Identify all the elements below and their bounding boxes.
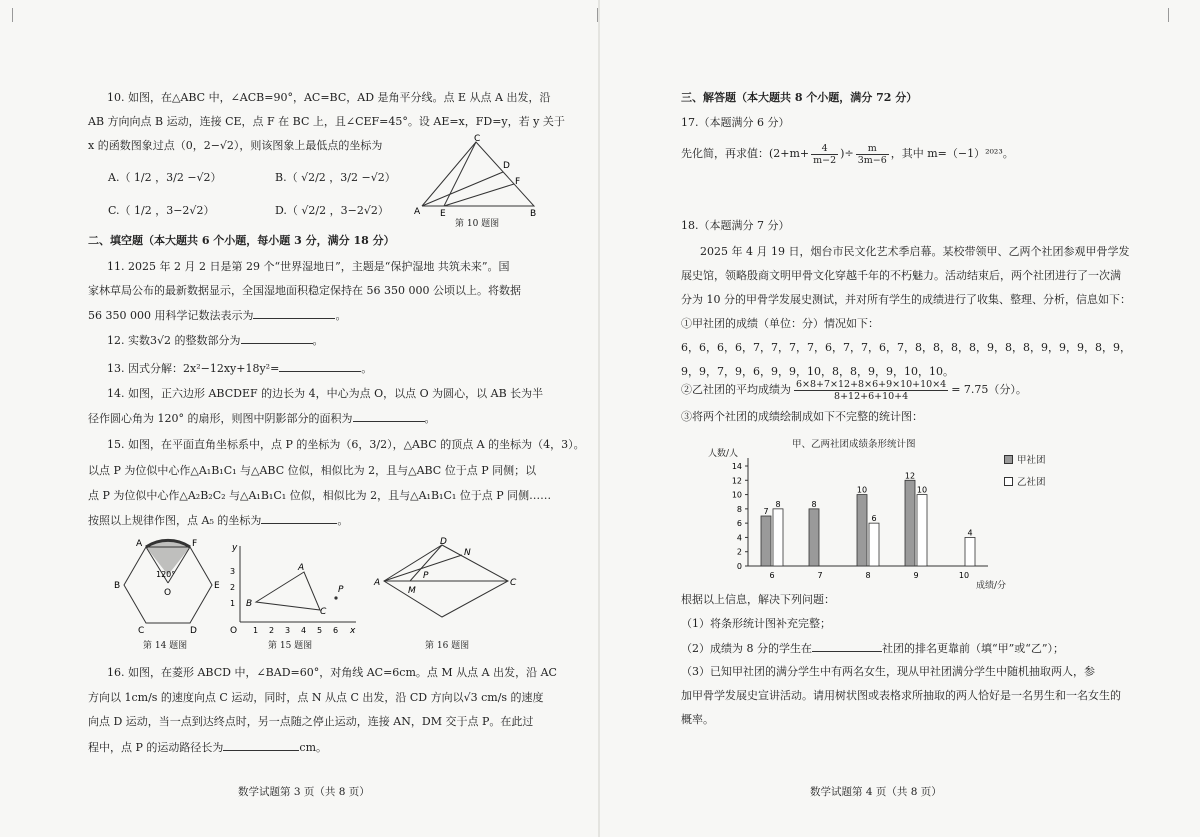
chart-bar-value-label: 4 — [967, 528, 973, 538]
legend-item-yi: 乙社团 — [1004, 474, 1046, 488]
q11-line-2: 家林草局公布的最新数据显示，全国湿地面积稳定保持在 56 350 000 公顷以上。将数据 — [88, 284, 521, 297]
chart-xlabel: 成绩/分 — [976, 581, 1007, 591]
q16-figure — [370, 535, 520, 631]
q13-line: 13. 因式分解：2x²−12xy+18y²= 。 — [107, 362, 373, 375]
q16-line-3: 向点 D 运动，当一点到达终点时，另一点随之停止运动，连接 AN，DM 交于点 P。在此过 — [88, 715, 534, 728]
q18-heading: 18.（本题满分 7 分） — [681, 219, 790, 232]
chart-plot — [700, 432, 1000, 590]
legend-swatch-yi — [1004, 477, 1013, 486]
q10-line-1: 10. 如图，在△ABC 中，∠ACB=90°，AC=BC，AD 是角平分线。点 E 从点 A 出发，沿 — [107, 91, 551, 104]
chart-bar-value-label: 8 — [775, 499, 781, 509]
q18-sub-2-answer-blank[interactable] — [812, 640, 882, 652]
q13-answer-blank[interactable] — [279, 360, 361, 372]
q14-figure-caption: 第 14 题图 — [143, 641, 188, 651]
chart-ylabel: 人数/人 — [708, 449, 739, 459]
q15-line-1: 15. 如图，在平面直角坐标系中，点 P 的坐标为（6，3/2），△ABC 的顶点 A 的坐标为（4，3）。 — [107, 438, 585, 451]
q18-sub-3-line-3: 概率。 — [681, 713, 714, 726]
q16-label-d: D — [440, 537, 447, 547]
q10-label-a: A — [414, 207, 421, 217]
q10-option-c: C.（ 1/2 ，3−2√2） — [108, 204, 215, 217]
chart-bar-yi — [965, 537, 975, 566]
chart-ytick-label: 2 — [736, 547, 742, 557]
q12-line: 12. 实数3√2 的整数部分为 。 — [107, 334, 324, 347]
q18-questions-intro: 根据以上信息，解决下列问题： — [681, 593, 835, 606]
q10-label-b: B — [530, 209, 537, 217]
q15-label-p: P — [338, 585, 344, 595]
q14-label-e: E — [214, 581, 220, 591]
q10-figure — [410, 132, 545, 217]
q15-ytick-1: 1 — [230, 599, 236, 608]
chart-bar-value-label: 8 — [811, 499, 817, 509]
q16-answer-blank[interactable] — [223, 739, 299, 751]
q15-xtick-3: 3 — [285, 626, 291, 635]
q16-label-a: A — [374, 578, 381, 588]
q14-label-c: C — [138, 626, 145, 635]
q15-origin: O — [230, 626, 238, 636]
page-4 — [600, 0, 1200, 837]
chart-bar-value-label: 10 — [856, 485, 868, 495]
q18-line-chart-intro: ③将两个社团的成绩绘制成如下不完整的统计图： — [681, 410, 923, 423]
q15-label-c: C — [320, 607, 327, 617]
chart-ytick-label: 14 — [731, 462, 742, 471]
q15-line-3: 点 P 为位似中心作△A₂B₂C₂ 与△A₁B₁C₁ 位似，相似比为 2，且与△A₁B₁C₁ 位于点 P 同侧…… — [88, 489, 552, 502]
q18-sub-3-line-1: （3）已知甲社团的满分学生中有两名女生，现从甲社团满分学生中随机抽取两人，参 — [681, 665, 1095, 678]
q18-average: ②乙社团的平均成绩为 $\frac{6\times 8+7\times 12+8\times 6+9\times 10+10\times 4}{8+12+6+10+4}$ = 7.75（分）。 — [681, 378, 1027, 402]
chart-ytick-label: 4 — [736, 533, 742, 543]
section-3-title: 三、解答题（本大题共 8 个小题，满分 72 分） — [681, 91, 918, 104]
q16-label-c: C — [510, 578, 517, 588]
q18-line-2: 展史馆，领略殷商文明甲骨文化穿越千年的不朽魅力。活动结束后，两个社团进行了一次满 — [681, 269, 1121, 282]
section-2-title: 二、填空题（本大题共 6 个小题，每小题 3 分，满分 18 分） — [88, 234, 395, 247]
chart-xtick-label: 8 — [865, 571, 871, 580]
q15-axis-y: y — [232, 543, 238, 553]
q14-label-f: F — [192, 539, 198, 549]
q18-line-4: ①甲社团的成绩（单位：分）情况如下： — [681, 317, 879, 330]
page-3-footer: 数学试题第 3 页（共 8 页） — [238, 786, 370, 798]
chart-ytick-label: 0 — [736, 562, 742, 571]
q17-heading: 17.（本题满分 6 分） — [681, 116, 790, 129]
q16-line-2: 方向以 1cm/s 的速度向点 C 运动，同时，点 N 从点 C 出发，沿 CD 方向以√3 cm/s 的速度 — [88, 691, 544, 704]
q15-line-2: 以点 P 为位似中心作△A₁B₁C₁ 与△ABC 位似，相似比为 2，且与△ABC 位于点 P 同侧；以 — [88, 464, 537, 477]
q15-xtick-6: 6 — [333, 626, 339, 635]
q10-label-e: E — [440, 209, 446, 217]
q15-answer-blank[interactable] — [261, 512, 337, 524]
q15-label-a: A — [298, 563, 305, 573]
legend-item-jia: 甲社团 — [1004, 452, 1046, 466]
q18-sub-1: （1）将条形统计图补充完整； — [681, 617, 831, 630]
q15-ytick-3: 3 — [230, 567, 236, 576]
q10-figure-caption: 第 10 题图 — [455, 219, 500, 229]
q18-line-3: 分为 10 分的甲骨学发展史测试，并对所有学生的成绩进行了收集、整理、分析，信息如下： — [681, 293, 1131, 306]
chart-bar-jia — [905, 480, 915, 566]
q10-line-2: AB 方向向点 B 运动，连接 CE，点 F 在 BC 上，且∠CEF=45°。设 AE=x，FD=y，若 y 关于 — [88, 115, 565, 128]
q18-sub-2: （2）成绩为 8 分的学生在 社团的排名更靠前（填“甲”或“乙”）； — [681, 642, 1064, 655]
q15-axis-x: x — [350, 626, 356, 636]
q15-label-b: B — [246, 599, 253, 609]
chart-ytick-label: 10 — [731, 490, 742, 500]
chart-bar-value-label: 6 — [871, 514, 877, 524]
q15-figure-caption: 第 15 题图 — [268, 641, 313, 651]
legend-swatch-jia — [1004, 455, 1013, 464]
chart-ytick-label: 8 — [736, 504, 742, 514]
q15-figure — [228, 540, 363, 636]
q12-answer-blank[interactable] — [241, 332, 313, 344]
q10-option-d: D.（ √2/2 ，3−2√2） — [275, 204, 389, 217]
q16-line-4: 程中，点 P 的运动路径长为 cm。 — [88, 741, 327, 754]
q16-line-1: 16. 如图，在菱形 ABCD 中，∠BAD=60°，对角线 AC=6cm。点 M 从点 A 出发，沿 AC — [107, 666, 557, 679]
chart-xtick-label: 10 — [958, 571, 970, 580]
q16-label-m: M — [408, 586, 416, 596]
chart-xtick-label: 9 — [913, 571, 919, 580]
chart-title: 甲、乙两社团成绩条形统计图 — [792, 439, 916, 450]
q15-xtick-2: 2 — [269, 626, 275, 635]
q18-scores-2: 9，9，7，9，6，9，9，10，8，8，9，9，10，10。 — [681, 365, 954, 378]
q18-scores-1: 6，6，6，6，7，7，7，7，6，7，7，6，7，8，8，8，8，9，8，8，9，9，9，8，9， — [681, 341, 1131, 354]
q14-label-a: A — [136, 539, 143, 549]
q10-option-a: A.（ 1/2 ，3/2 −√2） — [108, 171, 222, 184]
q10-line-3: x 的函数图象过点（0，2−√2），则该图象上最低点的坐标为 — [88, 139, 383, 152]
q15-xtick-5: 5 — [317, 626, 323, 635]
q14-label-o: O — [164, 588, 172, 598]
q16-label-p: P — [423, 571, 429, 581]
chart-bar-yi — [917, 495, 927, 566]
q14-answer-blank[interactable] — [353, 410, 425, 422]
q16-label-n: N — [464, 548, 471, 558]
q14-line-1: 14. 如图，正六边形 ABCDEF 的边长为 4，中心为点 O，以点 O 为圆心，以 AB 长为半 — [107, 387, 544, 400]
q11-line-3: 56 350 000 用科学记数法表示为 。 — [88, 309, 347, 322]
chart-ytick-label: 12 — [731, 476, 742, 486]
q10-option-b: B.（ √2/2 ，3/2 −√2） — [275, 171, 396, 184]
page-4-footer: 数学试题第 4 页（共 8 页） — [810, 786, 942, 798]
q18-line-1: 2025 年 4 月 19 日，烟台市民文化艺术季启幕。某校带领甲、乙两个社团参观甲骨学发 — [700, 245, 1130, 258]
q11-answer-blank[interactable] — [253, 307, 335, 319]
q14-label-b: B — [114, 581, 121, 591]
q15-line-4: 按照以上规律作图，点 A₅ 的坐标为 。 — [88, 514, 349, 527]
q14-line-2: 径作圆心角为 120° 的扇形，则图中阴影部分的面积为 。 — [88, 412, 436, 425]
q10-label-f: F — [515, 177, 521, 187]
chart-xtick-label: 6 — [769, 571, 775, 580]
q11-line-1: 11. 2025 年 2 月 2 日是第 29 个“世界湿地日”，主题是“保护湿地 共筑未来”。国 — [107, 260, 510, 273]
chart-bar-yi — [869, 523, 879, 566]
chart-bar-value-label: 12 — [904, 471, 916, 481]
q14-figure — [112, 535, 222, 635]
q17-expression: 先化简，再求值：(2+m+ $\frac{4}{m-2}$ )÷ $\frac{m}{3m-6}$ ，其中 m=（−1）²⁰²³。 — [681, 142, 1014, 166]
chart-bar-yi — [773, 509, 783, 566]
chart-bar-jia — [809, 509, 819, 566]
q15-xtick-1: 1 — [253, 626, 259, 635]
chart-bar-jia — [761, 516, 771, 566]
chart-bar-jia — [857, 495, 867, 566]
chart-bar-value-label: 10 — [916, 485, 928, 495]
q14-angle-label: 120° — [156, 570, 176, 579]
q10-label-d: D — [503, 161, 510, 171]
chart-xtick-label: 7 — [817, 571, 823, 580]
bar-chart — [700, 432, 1100, 590]
q15-xtick-4: 4 — [301, 626, 307, 635]
q15-ytick-2: 2 — [230, 583, 236, 592]
q14-label-d: D — [190, 626, 197, 635]
chart-ytick-label: 6 — [736, 519, 742, 529]
q10-label-c: C — [474, 134, 481, 144]
q18-sub-3-line-2: 加甲骨学发展史宣讲活动。请用树状图或表格求所抽取的两人恰好是一名男生和一名女生的 — [681, 689, 1121, 702]
q16-figure-caption: 第 16 题图 — [425, 641, 470, 651]
chart-bar-value-label: 7 — [763, 507, 769, 516]
